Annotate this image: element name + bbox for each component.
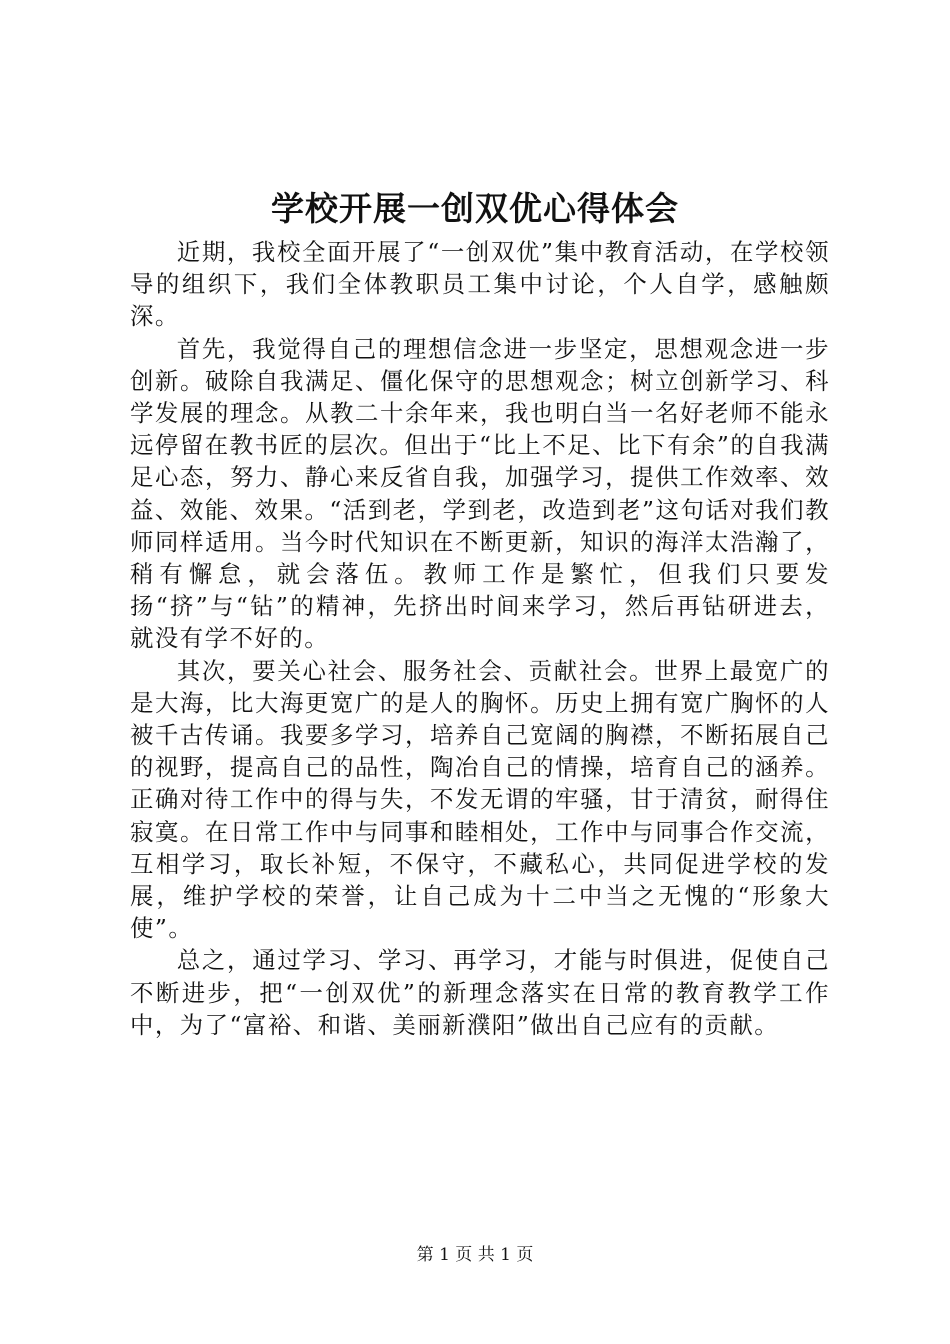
paragraph-second: 其次，要关心社会、服务社会、贡献社会。世界上最宽广的是大海，比大海更宽广的是人的胸怀。历史上拥有宽广胸怀的人被千古传诵。我要多学习，培养自己宽阔的胸襟，不断拓展自己的视野，提高自己的品性，陶冶自己的情操，培育自己的涵养。正确对待工作中的得与失，不发无谓的牢骚，甘于清贫，耐得住寂寞。在日常工作中与同事和睦相处，工作中与同事合作交流，互相学习，取长补短，不保守，不藏私心，共同促进学校的发展，维护学校的荣誉，让自己成为十二中当之无愧的“形象大使”。: [130, 656, 830, 943]
document-title: 学校开展一创双优心得体会: [271, 189, 679, 228]
paragraph-conclusion: 总之，通过学习、学习、再学习，才能与时俱进，促使自己不断进步，把“一创双优”的新理念落实在日常的教育教学工作中，为了“富裕、和谐、美丽新濮阳”做出自己应有的贡献。: [130, 946, 830, 1039]
document-body: [130, 236, 830, 1041]
paragraph-first: 首先，我觉得自己的理想信念进一步坚定，思想观念进一步创新。破除自我满足、僵化保守的思想观念；树立创新学习、科学发展的理念。从教二十余年来，我也明白当一名好老师不能永远停留在教书匠的层次。但出于“比上不足、比下有余”的自我满足心态，努力、静心来反省自我，加强学习，提供工作效率、效益、效能、效果。“活到老，学到老，改造到老”这句话对我们教师同样适用。当今时代知识在不断更新，知识的海洋太浩瀚了，稍有懈怠，就会落伍。教师工作是繁忙，但我们只要发扬“挤”与“钻”的精神，先挤出时间来学习，然后再钻研进去，就没有学不好的。: [130, 334, 830, 653]
paragraph-intro: 近期，我校全面开展了“一创双优”集中教育活动，在学校领导的组织下，我们全体教职员工集中讨论，个人自学，感触颇深。: [130, 238, 830, 331]
page-footer: 第 1 页 共 1 页: [416, 1245, 534, 1265]
